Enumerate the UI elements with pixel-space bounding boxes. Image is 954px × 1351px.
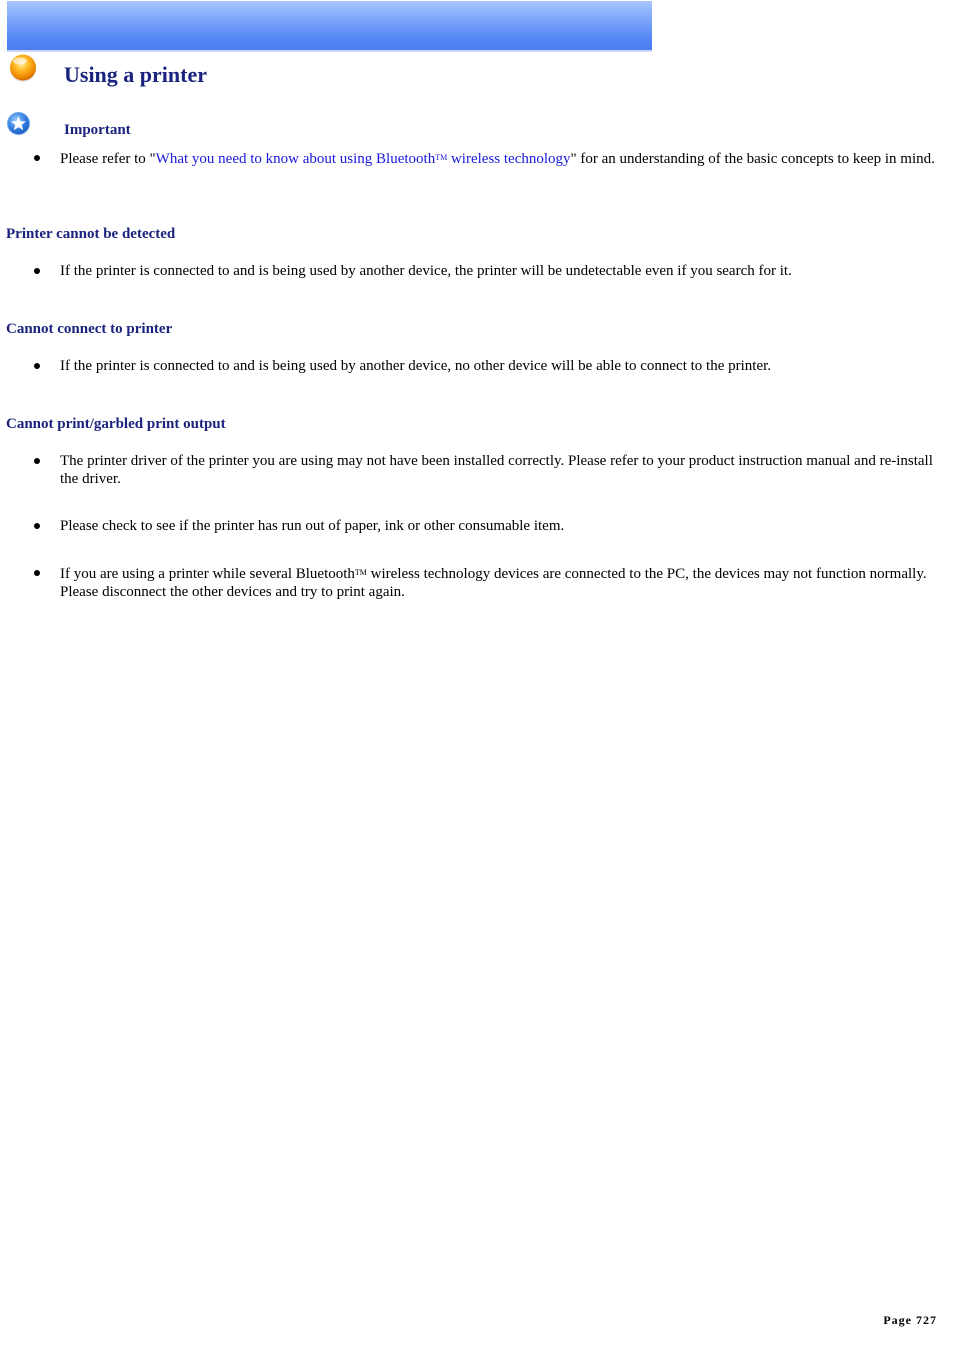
note-suffix: " for an understanding of the basic concepts to keep in mind. <box>570 151 935 167</box>
list-item: If the printer is connected to and is being used by another device, the printer will be undetectable even if you search for it. <box>60 262 948 280</box>
trademark-mark: TM <box>354 568 367 577</box>
link-text: What you need to know about using Bluetooth <box>155 151 436 167</box>
item-text-end: wireless technology devices are connected to the PC, the devices may not function normally. Please disconnect the other devices and try to print again. <box>60 566 927 600</box>
trademark-mark: TM <box>435 153 448 162</box>
orange-orb-icon <box>8 53 38 83</box>
list-item: Please check to see if the printer has run out of paper, ink or other consumable item. <box>60 517 948 535</box>
list-item: The printer driver of the printer you are using may not have been installed correctly. Please refer to your product instruction manual and re-install the driver. <box>60 452 948 488</box>
page-number: Page 727 <box>883 1313 937 1327</box>
header-banner <box>7 1 652 52</box>
section-heading-printer-not-detected: Printer cannot be detected <box>6 226 176 242</box>
bluetooth-basics-link[interactable] <box>156 151 571 167</box>
important-label: Important <box>64 122 131 138</box>
page-title: Using a printer <box>64 62 207 87</box>
link-text-end: wireless technology <box>447 151 571 167</box>
important-note <box>60 149 948 168</box>
list-item <box>60 564 948 601</box>
section-heading-cannot-connect: Cannot connect to printer <box>6 321 173 337</box>
note-prefix: Please refer to " <box>60 151 156 167</box>
section-heading-cannot-print: Cannot print/garbled print output <box>6 416 226 432</box>
star-badge-icon <box>6 111 31 136</box>
item-text: If you are using a printer while several Bluetooth <box>60 566 355 582</box>
list-item: If the printer is connected to and is being used by another device, no other device will be able to connect to the printer. <box>60 357 948 375</box>
